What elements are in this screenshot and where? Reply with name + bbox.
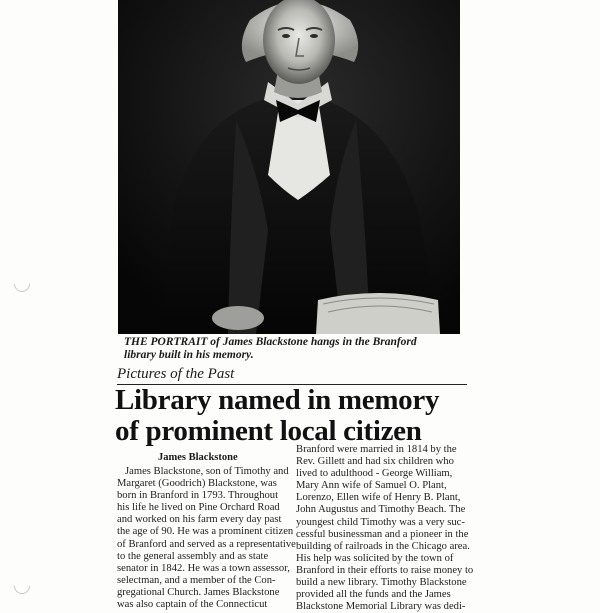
article-text-line: was also captain of the Connecticut — [117, 599, 268, 611]
article-text-line: provided all the funds and the James — [296, 589, 451, 601]
article-text-line: his life he lived on Pine Orchard Road — [117, 502, 280, 514]
article-text-line: James Blackstone, son of Timothy and — [125, 466, 289, 477]
caption-lead: THE PORTRAIT — [124, 336, 208, 348]
article-text-line: Margaret (Goodrich) Blackstone, was — [117, 478, 277, 490]
photo-caption — [124, 336, 464, 362]
binder-hole — [11, 273, 34, 296]
article-text-line: born in Branford in 1793. Throughout — [117, 490, 279, 502]
article-column-right — [296, 444, 474, 613]
headline-line-2: of prominent local citizen — [115, 415, 422, 447]
caption-line-2: library built in his memory. — [124, 349, 254, 361]
article-text-line: build a new library. Timothy Blackstone — [296, 577, 467, 589]
article-text-line: selectman, and a member of the Con- — [117, 574, 276, 586]
article-headline — [115, 385, 475, 447]
article-text-line: Branford in their efforts to raise money to — [296, 564, 474, 576]
article-text-line: of Branford and served as a representative — [117, 538, 296, 550]
article-text-line: Mary Ann wife of Samuel O. Plant, — [296, 480, 447, 492]
section-kicker: Pictures of the Past — [117, 366, 467, 385]
article-text-line: Rev. Gillett and had six children who — [296, 456, 454, 468]
article-text-line: Lorenzo, Ellen wife of Henry B. Plant, — [296, 492, 461, 504]
article-text-line: John Augustus and Timothy Beach. The — [296, 504, 466, 516]
caption-line-1: of James Blackstone hangs in the Branford — [207, 336, 417, 348]
article-text-line: cessful businessman and a pioneer in the — [296, 528, 469, 540]
article-text-line: senator in 1842. He was a town assessor, — [117, 562, 290, 574]
headline-line-1: Library named in memory — [115, 384, 440, 416]
article-text-line: and worked on his farm every day past — [117, 514, 282, 526]
portrait-photo — [118, 0, 460, 334]
article-column-left — [117, 466, 296, 611]
article-text-line: building of railroads in the Chicago area. — [296, 540, 470, 552]
article-text-line: youngest child Timothy was a very suc- — [296, 516, 465, 528]
article-text-line: Branford were married in 1814 by the — [296, 444, 457, 455]
article-text-line: Blackstone Memorial Library was dedi- — [296, 601, 466, 613]
article-byline: James Blackstone — [158, 452, 238, 463]
article-text-line: the age of 90. He was a prominent citizen — [117, 526, 294, 538]
article-text-line: lived to adulthood - George William, — [296, 468, 453, 480]
article-text-line: to the general assembly and as state — [117, 550, 269, 562]
portrait-illustration — [118, 0, 460, 334]
article-text-line: His help was solicited by the town of — [296, 552, 454, 564]
binder-hole — [11, 575, 34, 598]
article-text-line: gregational Church. James Blackstone — [117, 586, 280, 598]
